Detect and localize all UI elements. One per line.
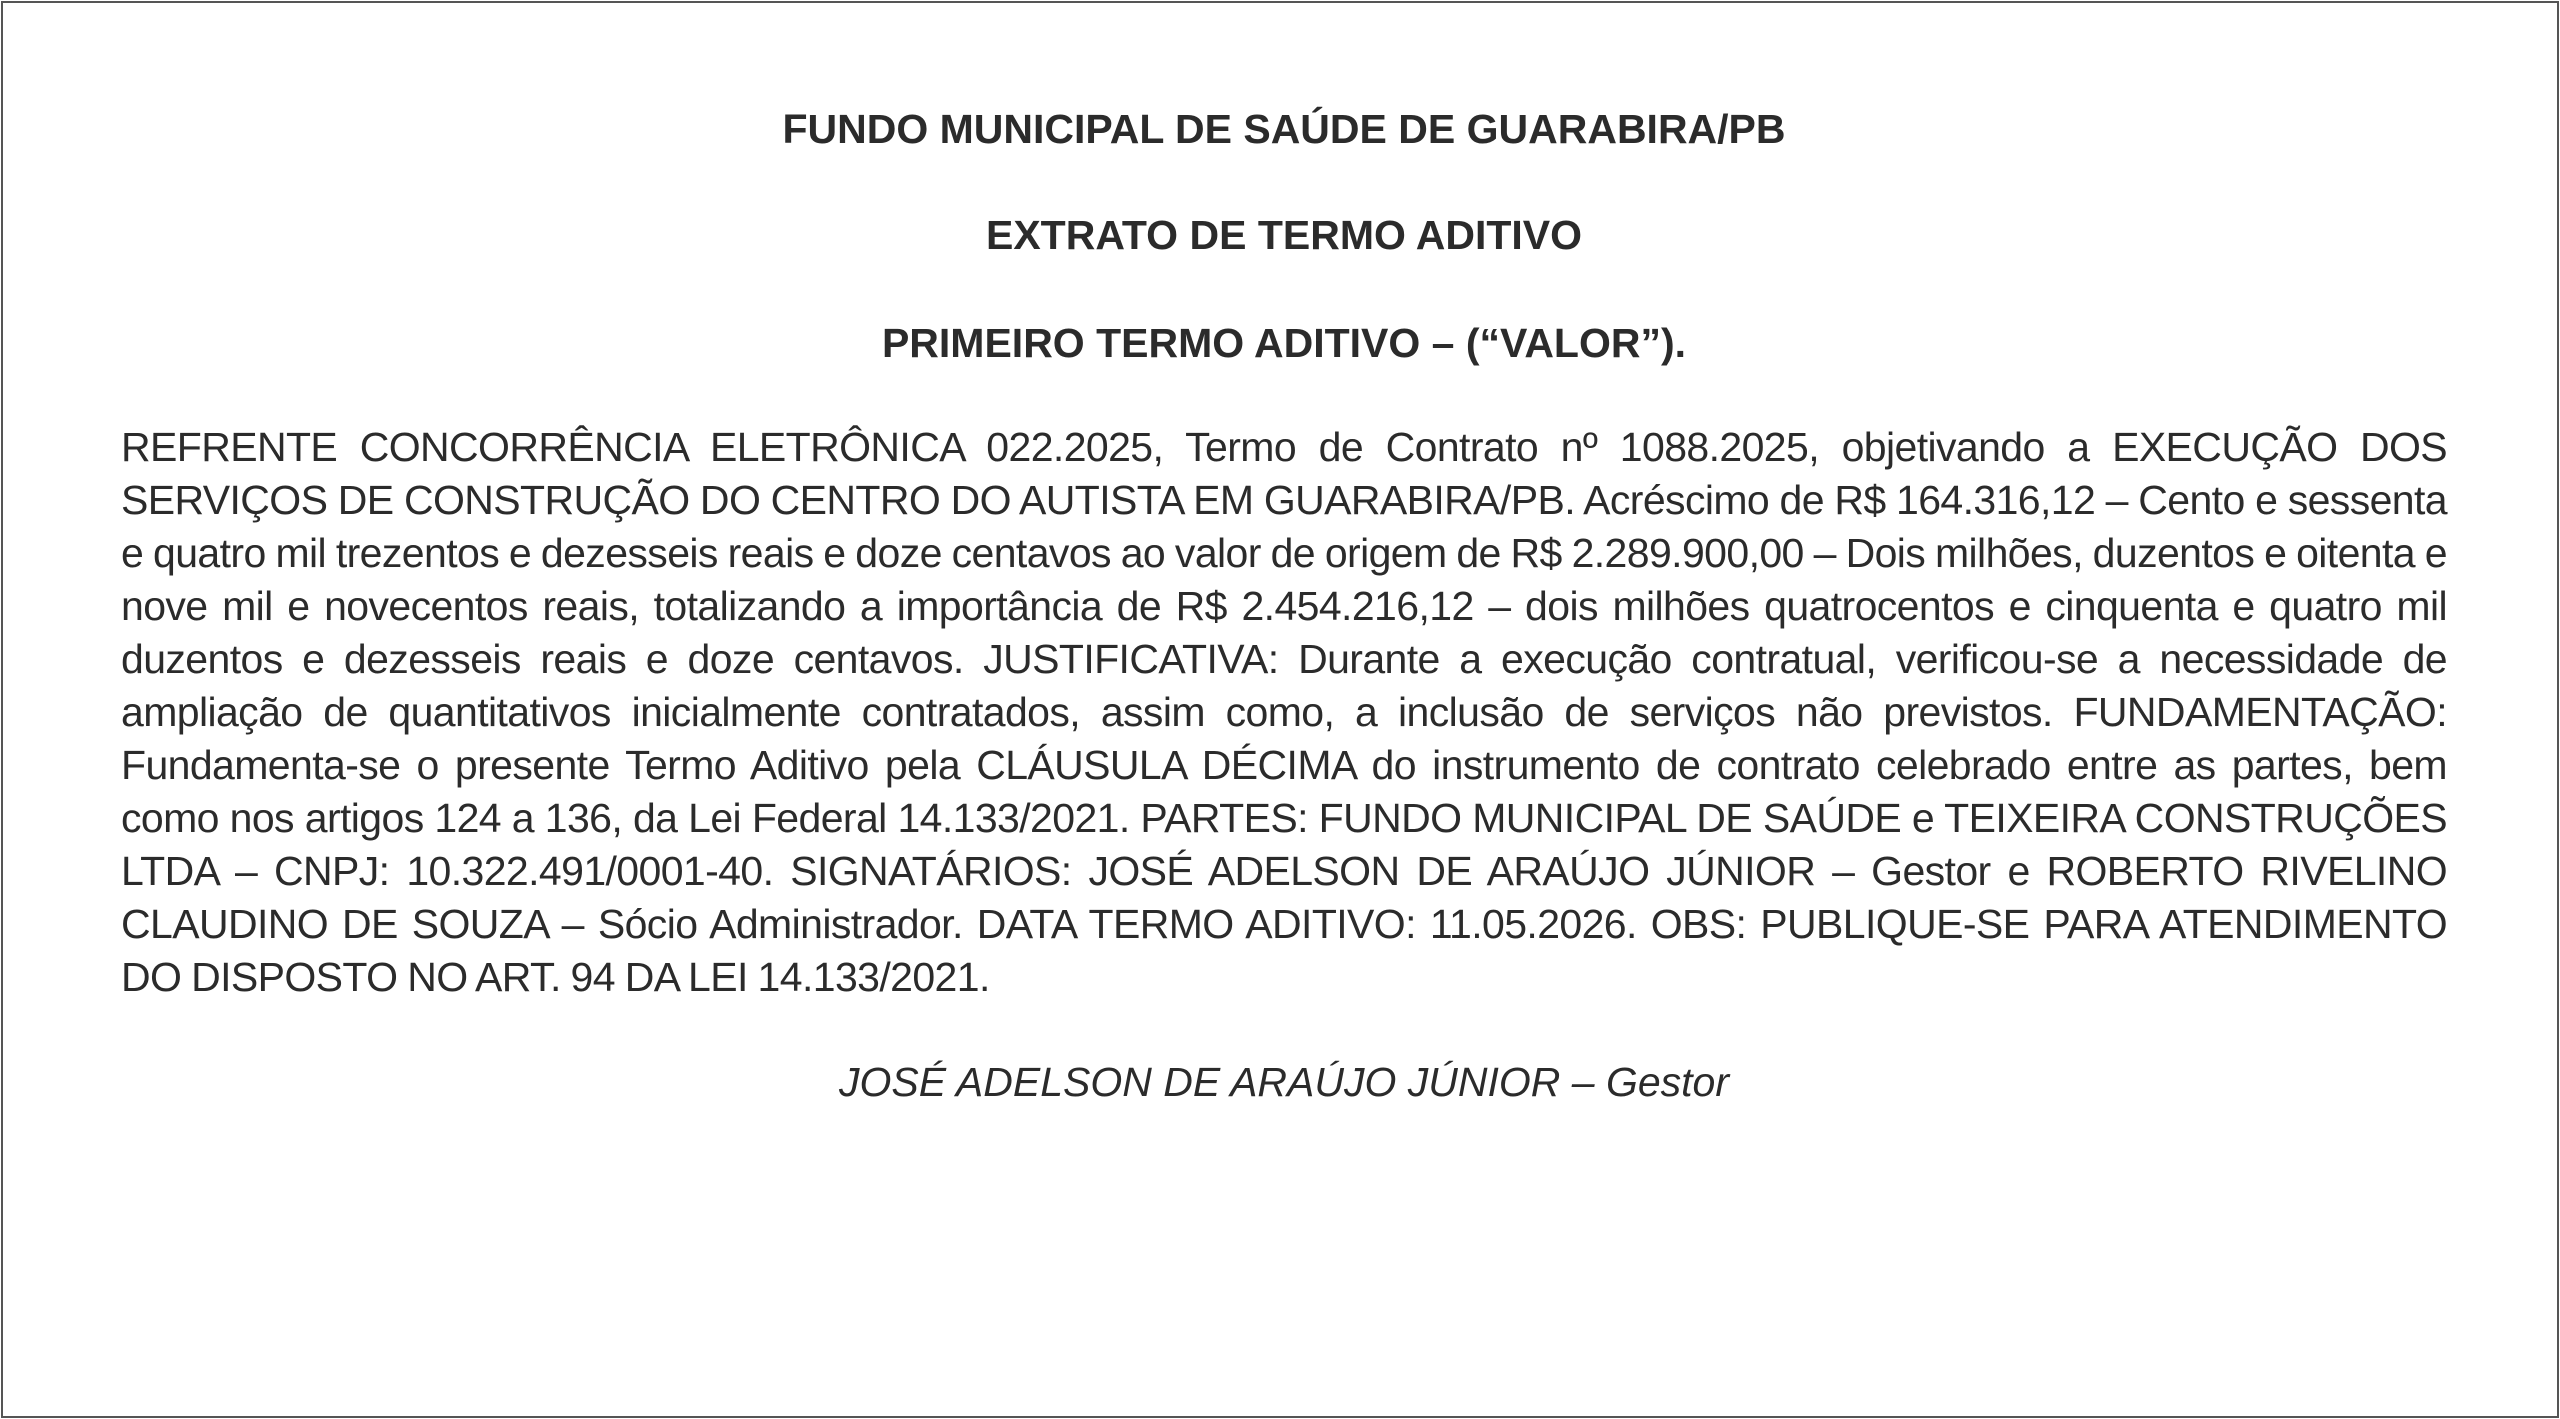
amendment-heading: PRIMEIRO TERMO ADITIVO – (“VALOR”). — [881, 320, 1687, 366]
signature-line: JOSÉ ADELSON DE ARAÚJO JÚNIOR – Gestor — [838, 1059, 1730, 1105]
document-title: FUNDO MUNICIPAL DE SAÚDE DE GUARABIRA/PB — [782, 106, 1786, 152]
document-body: REFRENTE CONCORRÊNCIA ELETRÔNICA 022.2025, Termo de Contrato nº 1088.2025, objetivando a EXECUÇÃO DOS SERVIÇOS DE CONSTRUÇÃO DO CENTRO DO AUTISTA EM GUARABIRA/PB. Acréscimo de R$ 164.316,12 – Cento e sessenta e quatro mil trezentos e dezesseis reais e doze centavos ao valor de origem de R$ 2.289.900,00 – Dois milhões, duzentos e oitenta e nove mil e novecentos reais, totalizando a importância de R$ 2.454.216,12 – dois milhões quatrocentos e cinquenta e quatro mil duzentos e dezesseis reais e doze centavos. JUSTIFICATIVA: Durante a execução contratual, verificou-se a necessidade de ampliação de quantitativos inicialmente contratados, assim como, a inclusão de serviços não previstos. FUNDAMENTAÇÃO: Fundamenta-se o presente Termo Aditivo pela CLÁUSULA DÉCIMA do instrumento de contrato celebrado entre as partes, bem como nos artigos 124 a 136, da Lei Federal 14.133/2021. PARTES: FUNDO MUNICIPAL DE SAÚDE e TEIXEIRA CONSTRUÇÕES LTDA – CNPJ: 10.322.491/0001-40. SIGNATÁRIOS: JOSÉ ADELSON DE ARAÚJO JÚNIOR – Gestor e ROBERTO RIVELINO CLAUDINO DE SOUZA – Sócio Administrador. DATA TERMO ADITIVO: 11.05.2026. OBS: PUBLIQUE-SE PARA ATENDIMENTO DO DISPOSTO NO ART. 94 DA LEI 14.133/2021. — [121, 424, 2447, 1000]
document-frame — [1, 1, 2559, 1418]
document-subtitle: EXTRATO DE TERMO ADITIVO — [985, 212, 1583, 258]
document-content — [121, 101, 2447, 1110]
